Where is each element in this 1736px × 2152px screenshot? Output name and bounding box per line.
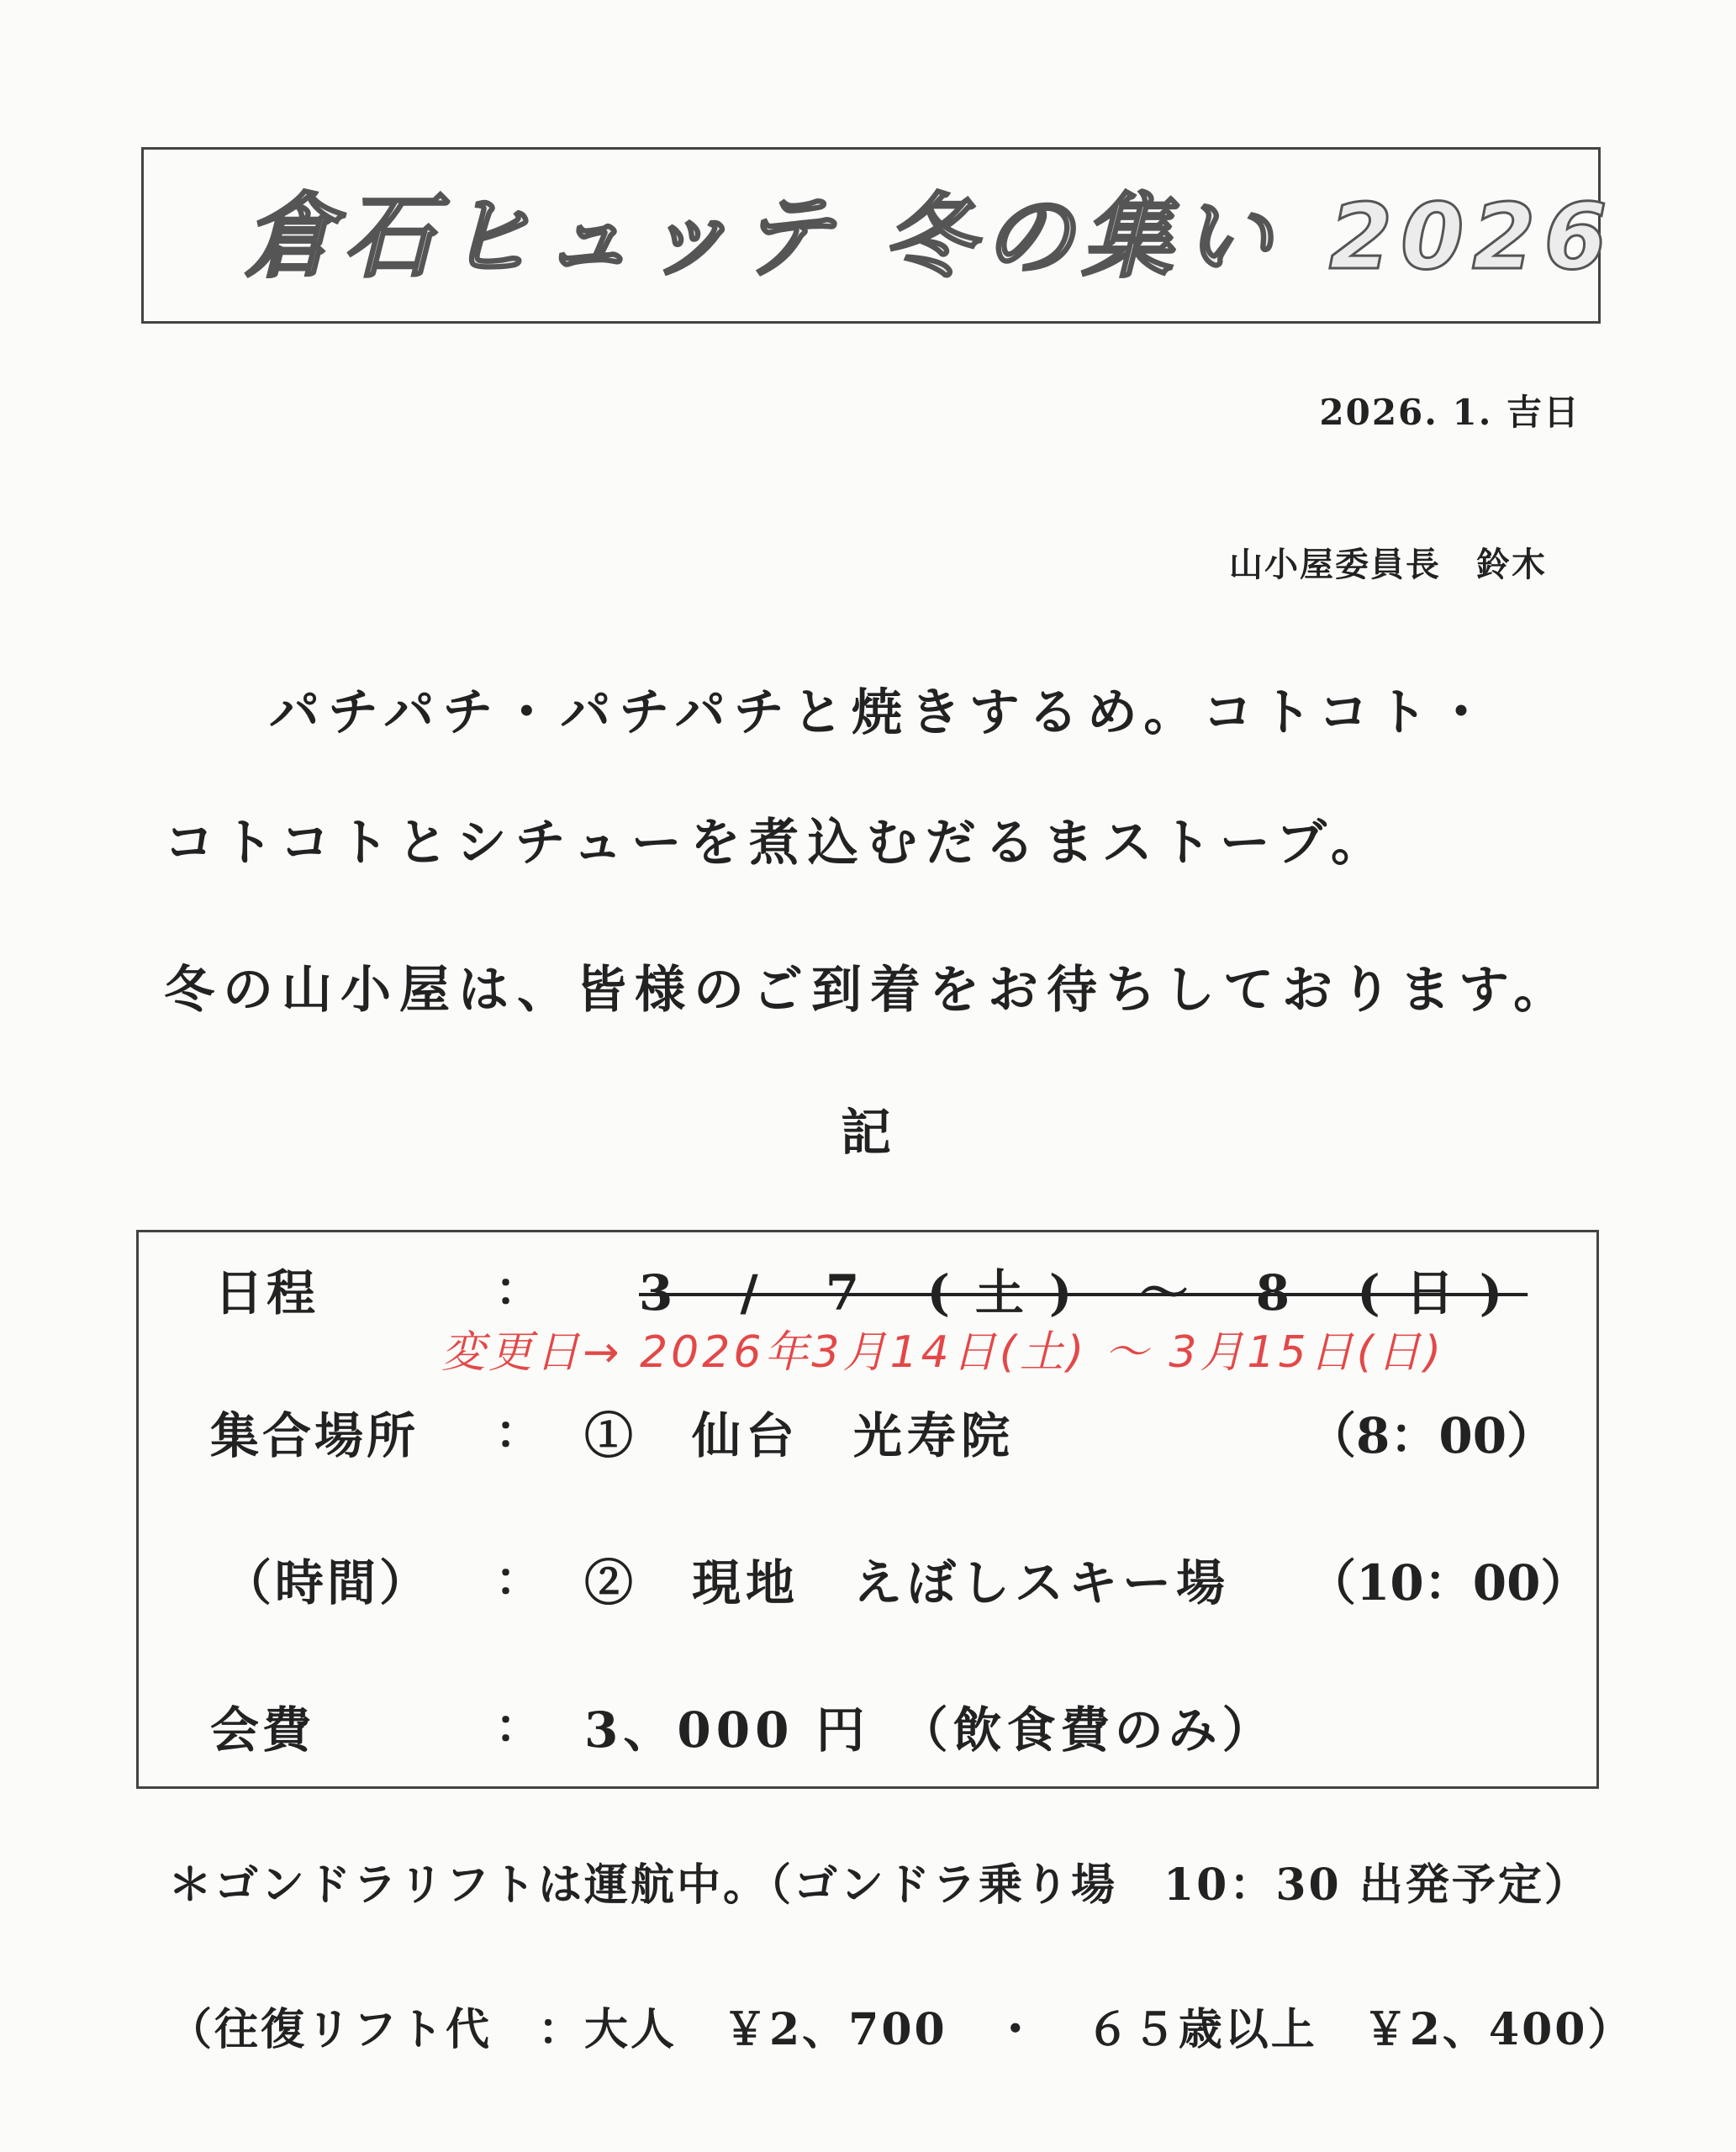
title-box: [141, 147, 1616, 324]
meeting-time-2: （10：00）: [1307, 1554, 1590, 1611]
body-line-2: コトコトとシチューを煮込むだるまストーブ。: [164, 814, 1390, 873]
meeting-time-1: （8：00）: [1307, 1407, 1556, 1464]
fee-colon: ：: [495, 1699, 541, 1753]
document-title: [144, 166, 1616, 309]
meeting-colon: ：: [495, 1405, 541, 1458]
lift-price-note: （往復リフト代 ：大人 ￥2、700 ・ ６５歳以上 ￥2、400）: [168, 2004, 1634, 2055]
details-box: [136, 1230, 1599, 1789]
meeting-place-1: ① 仙台 光寿院: [584, 1407, 1016, 1464]
meeting-place-label: 集合場所: [210, 1407, 419, 1464]
schedule-colon: ：: [495, 1262, 541, 1316]
fee-value: 3、000 円 （飲食費のみ）: [584, 1701, 1276, 1759]
time-label: （時間）: [223, 1554, 432, 1611]
fee-label: 会費: [210, 1701, 315, 1759]
gondola-note: ＊ゴンドラリフトは運航中。（ゴンドラ乗り場 10：30 出発予定）: [168, 1859, 1591, 1911]
body-line-3: 冬の山小屋は、皆様のご到着をお待ちしております。: [164, 961, 1573, 1020]
title-part-event: 冬の集い: [884, 185, 1281, 290]
document-date: 2026. 1. 吉日: [1319, 392, 1580, 433]
meeting-place-2: ② 現地 えぼしスキー場: [584, 1554, 1231, 1611]
ki-heading: 記: [841, 1104, 891, 1163]
body-line-1: パチパチ・パチパチと焼きするめ。コトコト・: [269, 683, 1495, 742]
schedule-old-date: 3 / 7 (土) ～ 8 (日): [639, 1264, 1528, 1321]
document-author: 山小屋委員長 鈴木: [1229, 545, 1547, 584]
time-colon: ：: [495, 1552, 541, 1606]
title-part-year: 2026: [1329, 185, 1616, 290]
schedule-label: 日程: [214, 1264, 319, 1321]
schedule-change-handwritten: 変更日→ 2026年3月14日(土) ～ 3月15日(日): [441, 1327, 1445, 1378]
title-part-lodge: 倉石ヒュッテ: [245, 185, 841, 290]
